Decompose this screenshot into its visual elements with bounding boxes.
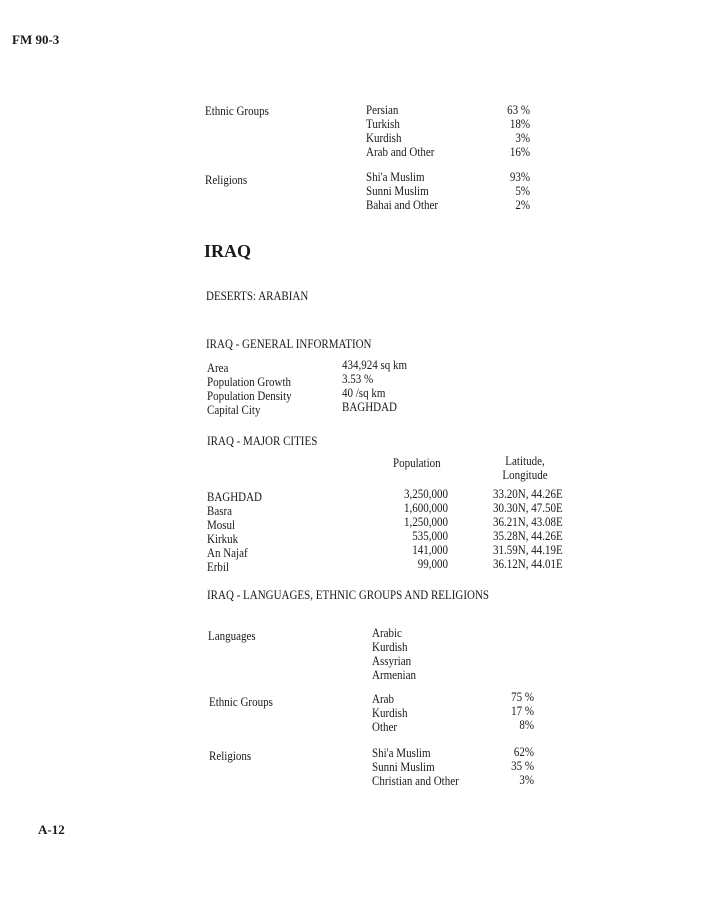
cities-col-population: Population: [393, 456, 441, 470]
iraq-general-labels: [207, 361, 303, 417]
iran-religions-label: Religions: [205, 173, 248, 187]
iran-ethnic-pct: 3%: [515, 131, 530, 145]
iraq-religion-name: Sunni Muslim: [372, 760, 435, 774]
cities-names: [207, 490, 270, 574]
city-population: 3,250,000: [404, 487, 448, 501]
general-label: Population Growth: [207, 375, 292, 389]
languages-list: [372, 626, 422, 682]
iraq-ethnic-pct: 75 %: [511, 690, 534, 704]
iraq-general-values: [342, 358, 416, 414]
city-name: BAGHDAD: [207, 490, 262, 504]
iraq-religion-pct: 3%: [519, 773, 534, 787]
iraq-ethnic-name: Other: [372, 720, 398, 734]
iran-ethnic-pct: 63 %: [507, 103, 530, 117]
general-value: 434,924 sq km: [342, 358, 408, 372]
city-population: 99,000: [417, 557, 448, 571]
cities-coords: [493, 487, 572, 571]
iran-ethnic-pcts: [470, 103, 530, 159]
language-item: Kurdish: [372, 640, 408, 654]
iran-religion-pct: 2%: [515, 198, 530, 212]
iraq-religion-pct: 62%: [513, 745, 534, 759]
city-coord: 33.20N, 44.26E: [493, 487, 563, 501]
iran-religion-name: Bahai and Other: [366, 198, 439, 212]
iran-religion-name: Shi'a Muslim: [366, 170, 425, 184]
city-coord: 36.12N, 44.01E: [493, 557, 563, 571]
iraq-religion-pct: 35 %: [511, 759, 534, 773]
iran-religion-names: [366, 170, 448, 212]
language-item: Armenian: [372, 668, 416, 682]
city-name: Erbil: [207, 560, 229, 574]
cities-col-longitude: Longitude: [502, 468, 548, 482]
iraq-religion-names: [372, 746, 471, 788]
language-item: Arabic: [372, 626, 402, 640]
city-population: 535,000: [412, 529, 448, 543]
iraq-ethnic-pct: 17 %: [511, 704, 534, 718]
cities-populations: [380, 487, 448, 571]
iraq-ethnic-name: Kurdish: [372, 706, 408, 720]
iraq-deserts: DESERTS: ARABIAN: [206, 289, 309, 303]
language-item: Assyrian: [372, 654, 412, 668]
iran-religion-pct: 5%: [515, 184, 530, 198]
iran-religion-pcts: [470, 170, 530, 212]
city-name: An Najaf: [207, 546, 248, 560]
iran-religion-name: Sunni Muslim: [366, 184, 429, 198]
iraq-ethnic-names: [372, 692, 412, 734]
general-label: Capital City: [207, 403, 261, 417]
city-name: Kirkuk: [207, 532, 239, 546]
general-label: Area: [207, 361, 229, 375]
iraq-religion-name: Shi'a Muslim: [372, 746, 431, 760]
page-number: A-12: [38, 822, 65, 837]
city-population: 141,000: [412, 543, 448, 557]
iraq-ethnic-name: Arab: [372, 692, 394, 706]
iraq-religion-pcts: [474, 745, 534, 787]
iran-ethnic-name: Turkish: [366, 117, 400, 131]
iraq-ethnic-pcts: [474, 690, 534, 732]
general-value: 3.53 %: [342, 372, 374, 386]
city-population: 1,250,000: [404, 515, 448, 529]
iran-religion-pct: 93%: [509, 170, 530, 184]
city-coord: 30.30N, 47.50E: [493, 501, 563, 515]
city-name: Mosul: [207, 518, 236, 532]
iraq-ethnic-label: Ethnic Groups: [209, 695, 273, 709]
city-coord: 31.59N, 44.19E: [493, 543, 563, 557]
iraq-general-heading: IRAQ - GENERAL INFORMATION: [206, 337, 372, 351]
city-name: Basra: [207, 504, 233, 518]
cities-col-latitude: Latitude,: [505, 454, 545, 468]
iran-ethnic-name: Persian: [366, 103, 399, 117]
city-coord: 36.21N, 43.08E: [493, 515, 563, 529]
iraq-lang-heading: IRAQ - LANGUAGES, ETHNIC GROUPS AND RELIGIONS: [207, 588, 490, 602]
iraq-ethnic-pct: 8%: [519, 718, 534, 732]
iraq-religion-name: Christian and Other: [372, 774, 459, 788]
city-coord: 35.28N, 44.26E: [493, 529, 563, 543]
iraq-cities-heading: IRAQ - MAJOR CITIES: [207, 434, 318, 448]
general-label: Population Density: [207, 389, 292, 403]
iran-ethnic-label: Ethnic Groups: [205, 104, 269, 118]
city-population: 1,600,000: [404, 501, 448, 515]
document-code: FM 90-3: [12, 32, 60, 47]
general-value: BAGHDAD: [342, 400, 397, 414]
iran-ethnic-pct: 18%: [509, 117, 530, 131]
iran-ethnic-pct: 16%: [509, 145, 530, 159]
general-value: 40 /sq km: [342, 386, 386, 400]
iran-ethnic-names: [366, 103, 444, 159]
section-title-iraq: IRAQ: [204, 241, 252, 261]
iraq-religions-label: Religions: [209, 749, 252, 763]
iran-ethnic-name: Kurdish: [366, 131, 402, 145]
languages-label: Languages: [208, 629, 256, 643]
iran-ethnic-name: Arab and Other: [366, 145, 435, 159]
